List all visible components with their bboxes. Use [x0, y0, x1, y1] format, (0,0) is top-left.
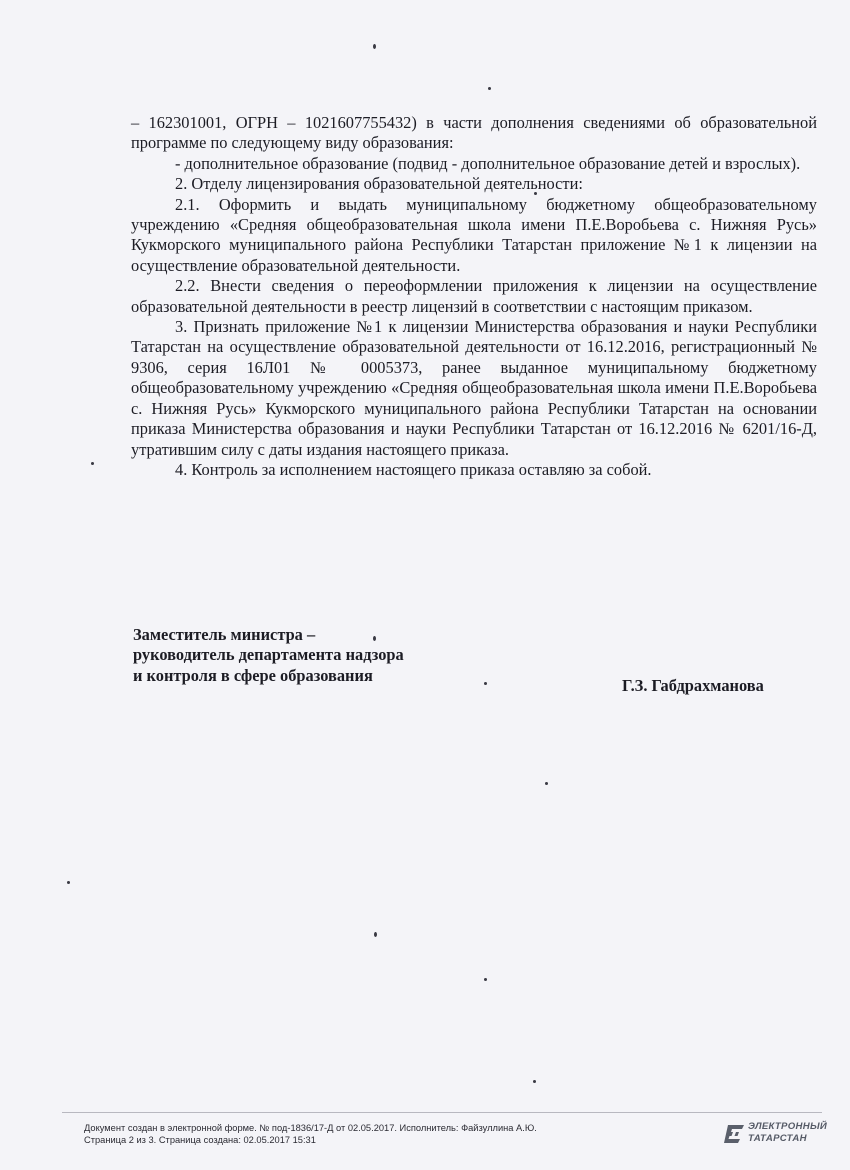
- scan-speck: [533, 1080, 536, 1083]
- paragraph-item-4: 4. Контроль за исполнением настоящего приказа оставляю за собой.: [175, 459, 652, 479]
- footer-document-line: Документ создан в электронной форме. № под-1836/17-Д от 02.05.2017. Исполнитель: Файзуллина А.Ю.: [84, 1123, 537, 1133]
- paragraph-item-2: 2. Отделу лицензирования образовательной деятельности:: [175, 174, 583, 194]
- signatory-name: Г.З. Габдрахманова: [622, 676, 764, 695]
- signatory-title-line: Заместитель министра –: [133, 625, 316, 644]
- scan-speck: [545, 782, 548, 785]
- signatory-title-line: и контроля в сфере образования: [133, 665, 373, 685]
- electronic-tatarstan-logo: [722, 1120, 828, 1148]
- logo-mark-icon: [722, 1122, 746, 1146]
- paragraph-item-3: 3. Признать приложение №1 к лицензии Министерства образования и науки Республики Татарстан на осуществление образовательной деятельности от 16.12.2016, регистрационный № 9306, серия 16Л01 № 0005373, ранее выданное муниципальному бюджетному общеобразовательному учреждению «Средняя общеобразовательная школа имени П.Е.Воробьева с. Нижняя Русь» Кукморского муниципального района Республики Татарстан на основании приказа Министерства образования и науки Республики Татарстан от 16.12.2016 № 6201/16-Д, утратившим силу с даты издания настоящего приказа.: [131, 317, 817, 459]
- footer-divider: [62, 1112, 822, 1113]
- scan-speck: [374, 932, 377, 937]
- paragraph-item-2-2: 2.2. Внести сведения о переоформлении приложения к лицензии на осуществление образовательной деятельности в реестр лицензий в соответствии с настоящим приказом.: [131, 276, 817, 316]
- logo-text: [748, 1121, 827, 1145]
- footer-info: [84, 1122, 684, 1147]
- scan-speck: [91, 462, 94, 465]
- paragraph-item-2-1: 2.1. Оформить и выдать муниципальному бюджетному общеобразовательному учреждению «Средняя общеобразовательная школа имени П.Е.Воробьева с. Нижняя Русь» Кукморского муниципального района Республики Татарстан приложение №1 к лицензии на осуществление образовательной деятельности.: [131, 194, 817, 275]
- logo-text-line2: ТАТАРСТАН: [748, 1133, 807, 1144]
- footer-page-line: Страница 2 из 3. Страница создана: 02.05.2017 15:31: [84, 1135, 316, 1146]
- order-body: [131, 113, 817, 480]
- scan-speck: [488, 87, 491, 90]
- signatory-title-line: руководитель департамента надзора: [133, 645, 404, 665]
- scan-speck: [373, 44, 376, 49]
- scan-speck: [484, 978, 487, 981]
- scan-speck: [484, 682, 487, 685]
- scan-speck: [67, 881, 70, 884]
- paragraph-education-type: - дополнительное образование (подвид - дополнительное образование детей и взрослых).: [175, 153, 801, 173]
- signatory-title: [133, 625, 404, 686]
- paragraph-continuation: – 162301001, ОГРН – 1021607755432) в части дополнения сведениями об образовательной программе по следующему виду образования:: [131, 113, 817, 153]
- logo-text-line1: ЭЛЕКТРОННЫЙ: [748, 1121, 828, 1132]
